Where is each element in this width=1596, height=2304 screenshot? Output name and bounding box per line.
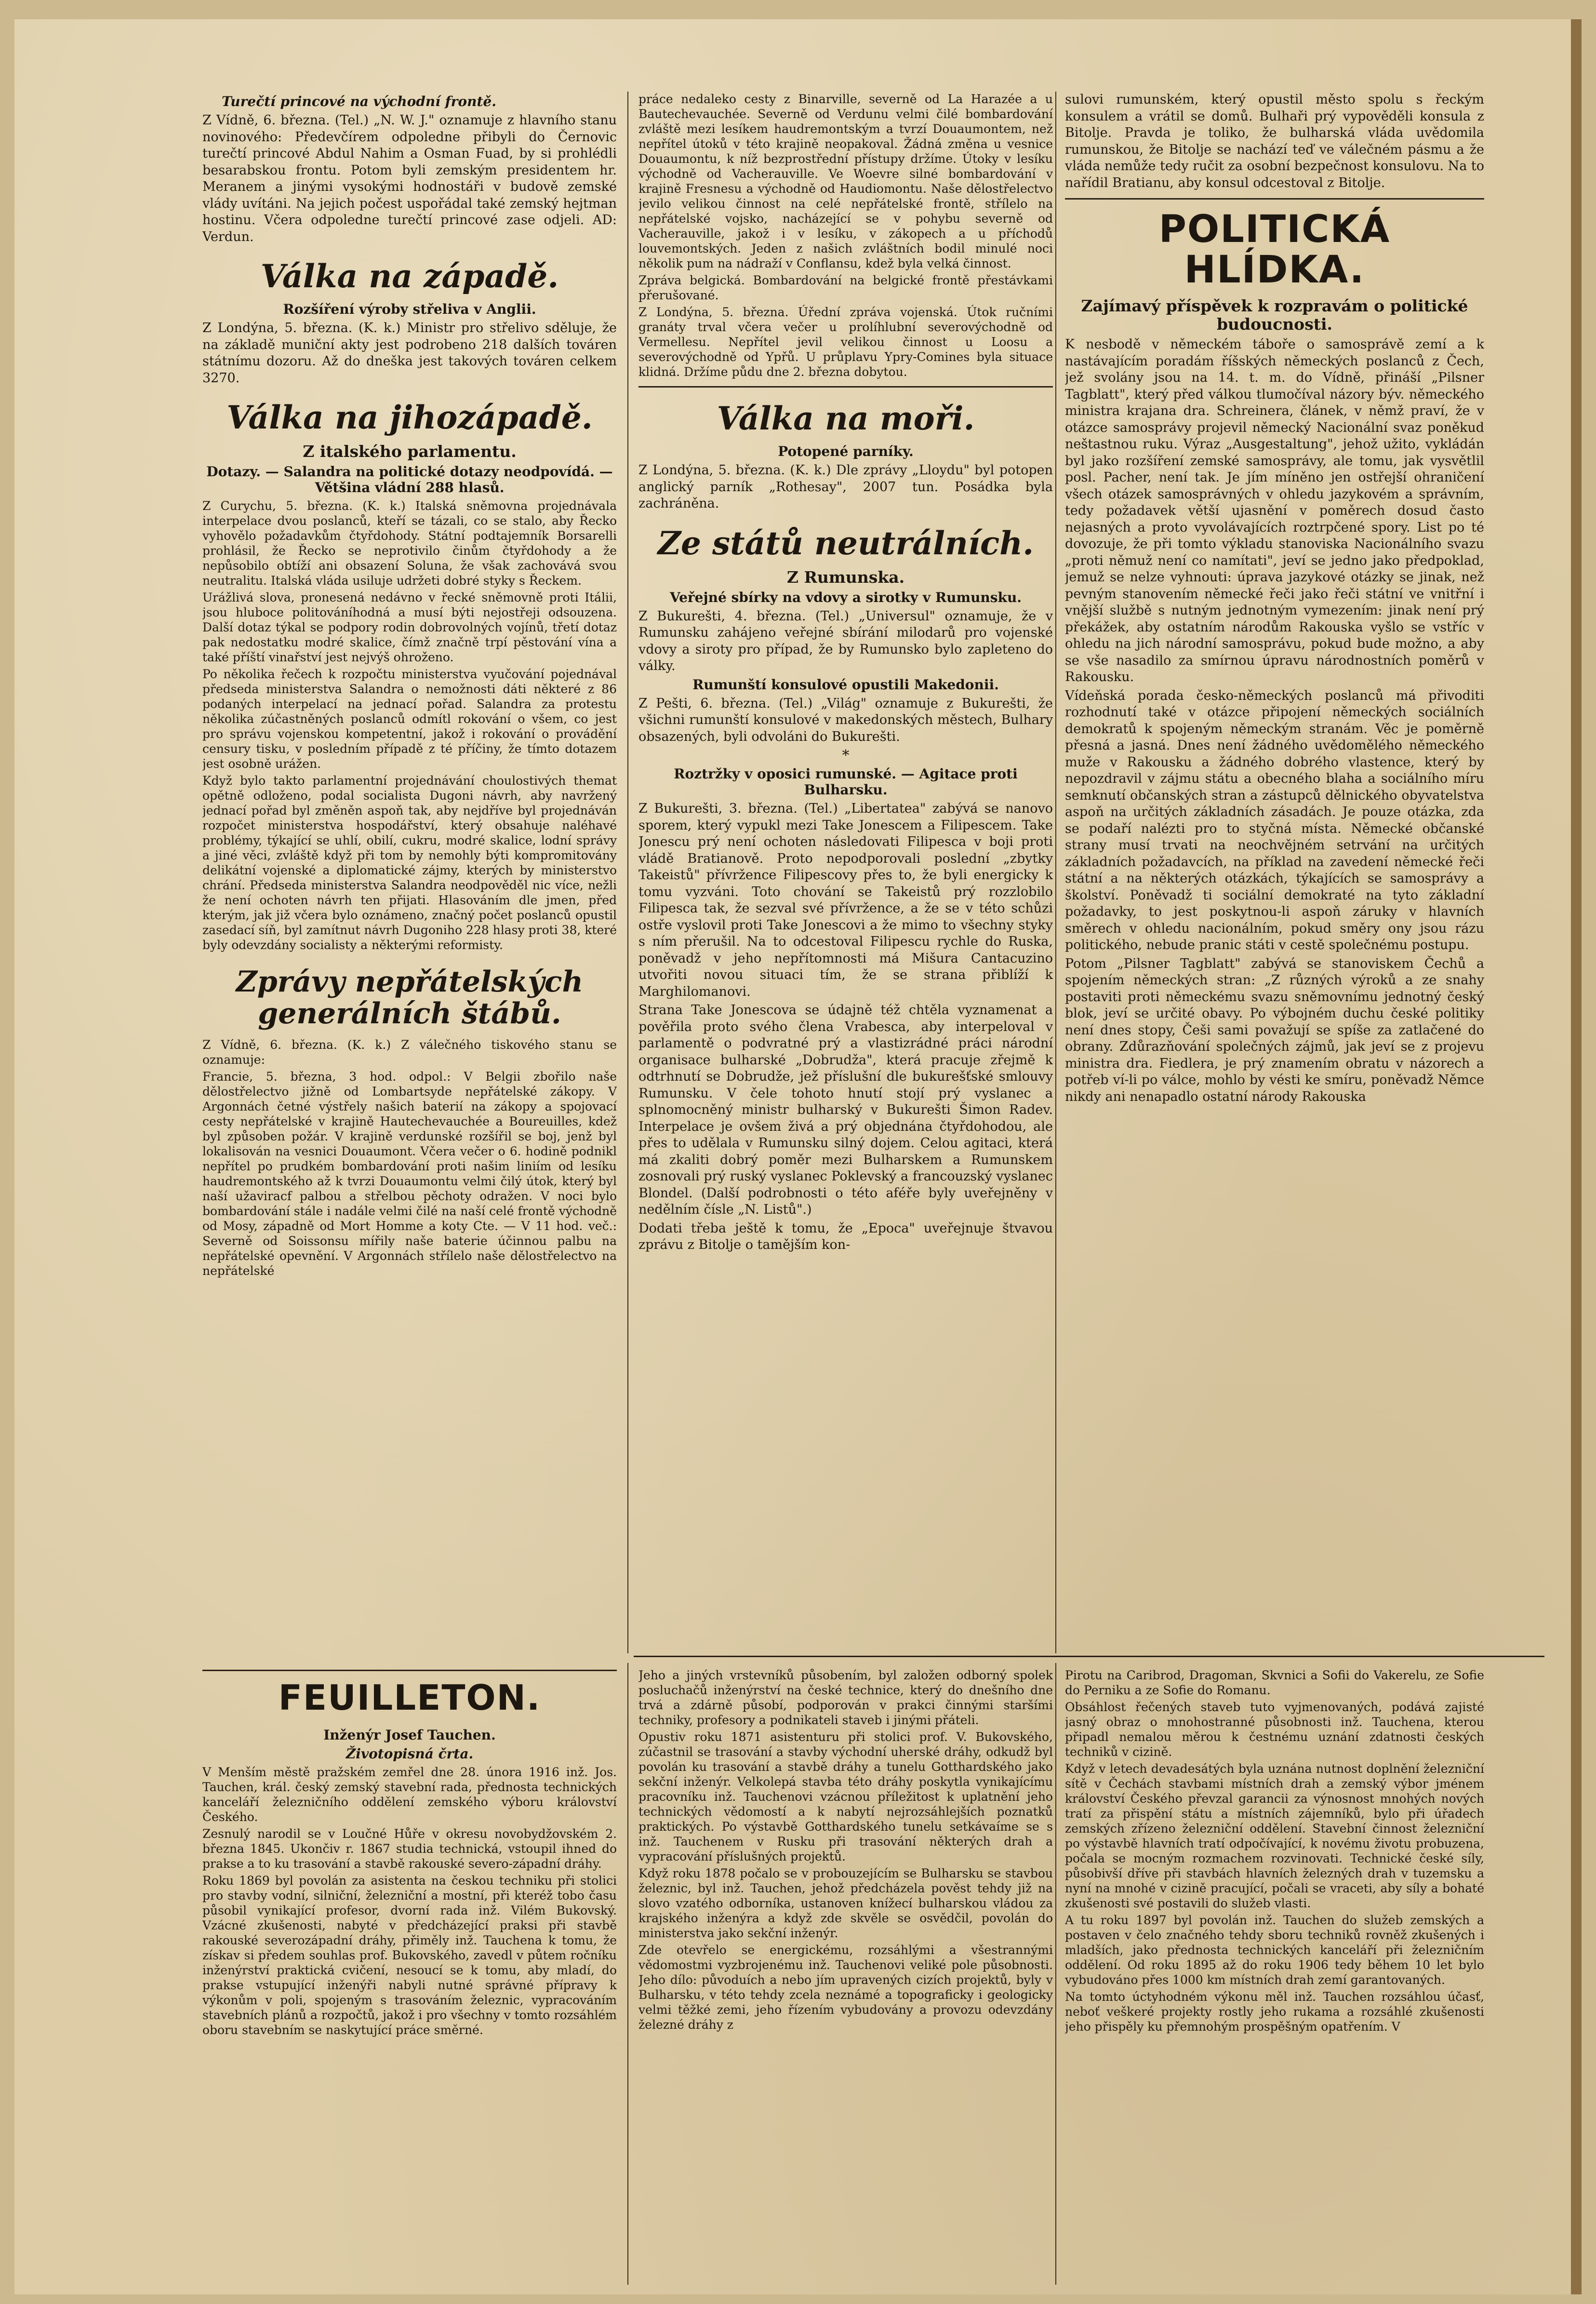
feuilleton-column-1	[202, 1663, 617, 2039]
article-subtitle: Z italského parlamentu.	[303, 442, 517, 461]
article-text: Z Londýna, 5. března. (K. k.) Ministr pro střelivo sděluje, že na základě muniční akty jest podrobeno 218 dalších továren státnímu dozoru. Až do dneška jest takových továren celkem 3270.	[202, 321, 617, 386]
article-text: Strana Take Jonescova se údajně též chtěla vyznamenat a pověřila proto svého člena Vrabesca, aby interpeloval v parlamentě o podvratné prý a vlastizrádné práci národní organisace bulharské „Dobrudža", která pracuje zřejmě k odtrhnutí se Dobrudže, jež příslušní dle bukurešťské smlouvy Rumunsku. V čele tohoto hnutí stojí prý vyslanec a splnomocněný ministr bulharský v Bukurešti Šimon Radev. Interpelace je ovšem živá a prý objednána čtyřdohodou, ale přes to udělala v Rumunsku silný dojem. Celou agitaci, která má zkaliti dobrý poměr mezi Bulharskem a Rumunskem zosnovali prý ruský vyslanec Poklevský a francouzský vyslanec Blondel. (Další podrobnosti o této aféře byly uveřejněny v nedělním čísle „N. Listů".)	[638, 1003, 1053, 1217]
article-text: Po několika řečech k rozpočtu ministerstva vyučování pojednával předseda ministerstva Salandra o nemožnosti dáti některé z 86 podaných interpelací na jednací pořad. Salandra za protestu několika zúčastněných poslanců odmítl rokování o všem, co jest pro správu vojenskou kompetentní, jakož i rokování o provádění censury tisku, v posledním případě z té příčiny, že tímto dotazem jest osobně urážen.	[202, 667, 617, 771]
article-text: Pirotu na Caribrod, Dragoman, Skvnici a Sofii do Vakerelu, ze Sofie do Perniku a ze Sofie do Romanu.	[1065, 1668, 1484, 1697]
column-3	[1065, 92, 1484, 1107]
section-title: Zprávy nepřátelských generálních štábů.	[236, 965, 584, 1031]
article-subtitle: Z Rumunska.	[786, 567, 905, 587]
separator-star: *	[842, 747, 850, 764]
feuilleton-title: FEUILLETON.	[278, 1677, 541, 1718]
article-title: Turečtí princové na východní frontě.	[222, 94, 496, 109]
article-subtitle: Dotazy. — Salandra na politické dotazy neodpovídá. — Většina vládní 288 hlasů.	[206, 464, 613, 496]
article-text: Opustiv roku 1871 asistenturu při stolici prof. V. Bukovského, zúčastnil se trasování a stavby východní uherské dráhy, odkudž byl povolán ku trasování a stavbě dráhy a tunelu Gotthardského jako sekční inženýr. Velkolepá stavba této dráhy poskytla vynikajícímu pracovníku inž. Tauchenovi vzácnou příležitost k uplatnění jeho technických vědomostí a k nabytí nejrozsáhlejších poznatků praktických. Po výstavbě Gotthardského tunelu setkávaíme se s inž. Tauchenem v Rusku při trasování některých drah a vypracování příslušných projektů.	[638, 1730, 1053, 1863]
article-divider	[638, 386, 1053, 388]
article-text: Když bylo takto parlamentní projednávání choulostivých themat opětně odloženo, podal socialista Dugoni návrh, aby navržený jednací pořad byl změněn aspoň tak, aby nejdříve byl projednáván rozpočet ministerstva hospodářství, který obsahuje naléhavé problémy, týkající se uhlí, obilí, cukru, modré skalice, lodní správy a jiné věci, zvláště když při tom by nemohly býti kompromitovány delikátní vojenské a diplomatické zájmy, kterých by ministerstvo chrání. Předseda ministerstva Salandra neodpověděl nic více, nežli že není ochoten návrh ten přijati. Hlasováním dle jmen, před kterým, jak již včera bylo oznámeno, značný počet poslanců opustil zasedací síň, byl zamítnut návrh Dugoniho 228 hlasy proti 38, které byly odevzdány socialisty a některými reformisty.	[202, 774, 617, 952]
feuilleton-column-3	[1065, 1668, 1484, 2036]
article-text: Na tomto úctyhodném výkonu měl inž. Tauchen rozsáhlou účasť, neboť veškeré projekty rostly jeho rukama a rozsáhlé zkušenosti jeho přispěly ku přemnohým prospěšným opatřením. V	[1065, 1990, 1484, 2034]
column-rule	[627, 92, 628, 1653]
column-rule	[627, 1663, 628, 2285]
article-subtitle: Roztržky v oposici rumunské. — Agitace proti Bulharsku.	[674, 766, 1018, 798]
article-text: Z Londýna, 5. března. Úřední zpráva vojenská. Útok ručními granáty trval včera večer u prolíhlubní severovýchodně od Vermellesu. Nepřítel jevil velikou činnost u Loosu a severovýchodně od Ypřů. U průplavu Ypry-Comines byla situace klidná. Držíme půdu dne 2. března dobytou.	[638, 305, 1053, 379]
article-text: Urážlivá slova, pronesená nedávno v řecké sněmovně proti Itálii, jsou hluboce politováníhodná a musí býti nejostřeji odsouzena. Další dotaz týkal se podpory rodin dobrovolných vojínů, třetí dotaz pak nedostatku modré skalice, čímž značně trpí pěstování vína a také příští vinařství jest nejvýš ohroženo.	[202, 590, 617, 664]
article-text: K nesbodě v německém táboře o samosprávě zemí a k nastávajícím poradám říšských německých poslanců z Čech, jež svolány jsou na 14. t. m. do Vídně, přináší „Pilsner Tagblatt", který před válkou tlumočíval názory býv. německého ministra krajana dra. Schreinera, článek, v němž praví, že v otázce samosprávy projevil německý Nacionální svaz poněkud neštastnou ruku. Výraz „Ausgestaltung", jehož užito, vykládán byl jako rozšíření zemské samosprávy, ale tomu, jak vysvětlil posl. Pacher, není tak. Je jím míněno jen ostřejší ohraničení všech otázek samosprávných v ohledu jazykovém a správním, tedy požadavek větší ujasnění v poměrech dosud často nejasných a proto vyvolávajících roztrpčené spory. List po té dovozuje, že při tomto výkladu stanoviska Nacionálního svazu „proti němuž není co namítati", jeví se jedno jako předpoklad, jemuž se nelze vyhnouti: úprava jazykové otázky se jinak, než pevným stanovením německé řeči jako řeči státní ve vnitřní i vnější službě s nutným jednotným vymezením: jinak není prý překážek, aby ostatním národům Rakouska vyšlo se vstříc v ohledu na jich národní samosprávu, pokud bude možno, a aby se vše nasadilo za smírnou úpravu národnostních poměrů v Rakousku.	[1065, 337, 1484, 684]
article-text: Jeho a jiných vrstevníků působením, byl založen odborný spolek posluchačů inženýrství na české technice, který do dnešního dne trvá a zdárně působí, podporován v prakci činnými staršími techniky, profesory a podnikateli staveb i jinými přáteli.	[638, 1668, 1053, 1727]
article-text: Potom „Pilsner Tagblatt" zabývá se stanoviskem Čechů a spojením německých stran: „Z různých výroků a ze snahy postaviti proti německému svazu sněmovnímu jednotný český blok, jeví se určité obavy. Po výbojném duchu české politiky není dnes stopy, Češi sami považují se spíše za zatlačené do obrany. Zdůrazňování společných zájmů, jak jeví se z projevu ministra dra. Fiedlera, je prý znamením obratu v názorech a potřeb ví-li po válce, mohlo by vésti ke smíru, poněvadž Němce nikdy ani nenapadlo ostatní národy Rakouska	[1065, 956, 1484, 1104]
article-text: Z Pešti, 6. března. (Tel.) „Világ" oznamuje z Bukurešti, že všichni rumunští konsulové v makedonských městech, Bulhary obsazených, byli odvoláni do Bukurešti.	[638, 696, 1053, 744]
article-text: A tu roku 1897 byl povolán inž. Tauchen do služeb zemských a postaven v čelo značného tehdy sboru techniků rovněž zkušených i mladších, jako přednosta technických kanceláří při železničním oddělení. Od roku 1895 až do roku 1906 tedy během 10 let bylo vybudováno přes 1000 km místních drah zemí garantovaných.	[1065, 1913, 1484, 1987]
article-text: Z Bukurešti, 3. března. (Tel.) „Libertatea" zabývá se nanovo sporem, který vypukl mezi Take Jonescem a Filipescem. Take Jonescu prý není ochoten následovati Filipesca v boji proti vládě Bratianově. Proto nepodporovali poslední „zbytky Takeistů" přívržence Filipescovy přes to, že byli energicky k tomu vyzváni. Toto chování se Takeistů prý rozzlobilo Filipesca tak, že sezval své přívržence, a že se v této schůzi ostře vyslovil proti Take Jonescovi a že mimo to všechny styky s ním přerušil. Na to odcestoval Filipescu rychle do Ruska, poněvadž v jeho nepřítomnosti má Mišura Cantacuzino utvořiti novou situaci tím, že se strana přiblíží k Marghilomanovi.	[638, 801, 1053, 999]
feuilleton-subtitle: Inženýr Josef Tauchen.	[323, 1727, 496, 1743]
article-text: Dodati třeba ještě k tomu, že „Epoca" uveřejnuje štvavou zprávu z Bitolje o tamějším kon-	[638, 1220, 1053, 1252]
article-text: Z Curychu, 5. března. (K. k.) Italská sněmovna projednávala interpelace dvou poslanců, kteří se tázali, co se stalo, aby Řecko vyhovělo požadavkům čtyřdohody. Státní podtajemník Borsarelli prohlásil, že Řecko se neprotivilo činům čtyřdohody a že nepůsobilo obtíží ani obsazení Soluna, že však zachovává svou neutralitu. Italská vláda usiluje udržeti dobré styky s Řeckem.	[202, 499, 617, 588]
article-text: Roku 1869 byl povolán za asistenta na českou techniku při stolici pro stavby vodní, silniční, železniční a mostní, při kteréž tobo času působil vynikající profesor, dvorní rada inž. Vilém Bukovský. Vzácné zkušenosti, nabyté v předcházející praksi při stavbě rakouské severozápadní dráhy, přiměly inž. Tauchena k tomu, že získav si předem souhlas prof. Bukovského, zavedl v půtem ročníku inženýrství praktická cvičení, nesoucí se k tomu, aby mladí, do prakse vstupující inženýři nabyli nutné správné přípravy k výkonům v poli, spojeným s trasováním železnic, vypracováním stavebních plánů a rozpočtů, jakož i pro všechny v tomto rozsáhlém oboru stavebním se naskytující práce směrné.	[202, 1874, 617, 2037]
article-body	[202, 498, 617, 952]
article-text: Z Vídně, 6. března. (Tel.) „N. W. J." oznamuje z hlavního stanu novinového: Předevčírem odpoledne přibyli do Černovic turečtí princové Abdul Nahim a Osman Fuad, by si prohlédli besarabskou frontu. Potom byli zemským presidentem hr. Meranem a jinými vysokými hodnostáři v budově zemské vlády uvítáni. Na jejich počest uspořádal také zemský hejtman hostinu. Včera odpoledne turečtí princové zase odjeli. AD: Verdun.	[202, 113, 617, 244]
article-text: Z Bukurešti, 4. března. (Tel.) „Universul" oznamuje, že v Rumunsku zahájeno veřejné sbírání milodarů pro vojenské vdovy a siroty pro případ, že by Rumunsko bylo zapleteno do války.	[638, 608, 1053, 673]
feuilleton-rule-top	[202, 1670, 617, 1671]
article-text: V Menším městě pražském zemřel dne 28. února 1916 inž. Jos. Tauchen, král. český zemský stavební rada, přednosta technických kanceláří železničního oddělení zemského výboru království Českého.	[202, 1765, 617, 1824]
section-title: Ze států neutrálních.	[657, 524, 1034, 562]
article-text: Z Vídně, 6. března. (K. k.) Z válečného tiskového stanu se oznamuje:	[202, 1038, 617, 1067]
section-title: Válka na moři.	[717, 400, 975, 437]
section-title: Válka na jihozápadě.	[226, 399, 593, 436]
article-text: Když v letech devadesátých byla uznána nutnost doplnění železniční sítě v Čechách stavbami místních drah a zemský výbor jménem království Českého převzal garancii za výnosnost mnohých nových tratí za přispění státu a místních zájemníků, bylo při úřadech zemských zřízeno železniční oddělení. Stavební činnost železniční po výstavbě hlavních tratí odpočívající, k novému životu probuzena, počala se mocným rozmachem rozvinovati. Technické české síly, působivší dříve při stavbách hlavních železných drah v tuzemsku a nyní na mnohé v cizině pracující, počali se vraceti, aby síly a bohaté zkušenosti své postavili do služeb vlasti.	[1065, 1762, 1484, 1910]
feuilleton-column-2	[638, 1668, 1053, 2034]
article-text: sulovi rumunském, který opustil město spolu s řeckým konsulem a vrátil se domů. Bulhaři prý vypověděli konsula z Bitolje. Pravda je toliko, že bulharská vláda uvědomila rumunskou, že Bitolje se nachází teď ve válečném pásmu a že vláda nemůže tedy ručit za osobní bezpečnost konsulovu. Na to nařídil Bratianu, aby konsul odcestoval z Bitolje.	[1065, 92, 1484, 190]
page-edge	[1571, 19, 1582, 2294]
article-text: Francie, 5. března, 3 hod. odpol.: V Belgii zbořilo naše dělostřelectvo jižně od Lombartsyde nepřátelské zákopy. V Argonnách četné výstřely našich baterií na zákopy a spojovací cesty nepřátelské v krajině Hautechevauchée a Boureuilles, kdež byl způsoben požár. V krajině verdunské rozšířil se boj, jenž byl lokalisován na vesnici Douaumont. Včera večer o 6. hodině podnikl nepřítel po prudkém bombardování proti našim liniím od lesíku haudremontského až k tvrzi Douaumontu velmi čilý útok, který byl naší užaviracf palbou a střelbou pěchoty odražen. V noci bylo bombardování stále i nadále velmi čilé na naší celé frontě východně od Mosy, západně od Mort Homme a koty Cte. — V 11 hod. več.: Severně od Soissonsu mířily naše baterie účinnou palbu na nepřátelské opevnění. V Argonnách střílelo naše dělostřelectvo na nepřátelské	[202, 1070, 617, 1278]
article-subtitle: Rozšíření výroby střeliva v Anglii.	[283, 301, 536, 317]
column-2	[638, 92, 1053, 1256]
newspaper-page	[14, 19, 1582, 2294]
feuilleton-rule	[634, 1656, 1544, 1657]
section-title: POLITICKÁ HLÍDKA.	[1158, 208, 1391, 292]
article-text: Z Londýna, 5. března. (K. k.) Dle zprávy „Lloydu" byl potopen anglický parník „Rothesay", 2007 tun. Posádka byla zachráněna.	[638, 463, 1053, 511]
article-subtitle: Rumunští konsulové opustili Makedonii.	[692, 676, 999, 693]
article-text: Zde otevřelo se energickému, rozsáhlými a všestrannými vědomostmi vyzbrojenému inž. Tauchenovi veliké pole působnosti. Jeho dílo: původuích a nebo jím upravených cizích projektů, byly v Bulharsku, v této tehdy zcela neznámé a topograficky i geologicky velmi těžké zemi, jeho řízením vybudovány a provozu odevzdány železné dráhy z	[638, 1943, 1053, 2032]
article-text: Vídeňská porada česko-německých poslanců má přivoditi rozhodnutí také v otázce připojení německých sociálních demokratů k spojeným německým stranám. Věc je poměrně přesná a jasná. Dnes není žádného uvědomělého německého muže v Rakousku a žádného dobrého vlastence, který by nepozdravil v zájmu státu a obecného blaha a sociálního míru semknutí občanských stran a zástupců dělnického obyvatelstva aspoň na určitých základních zásadách. Je pouze otázka, zda se podaří nalézti pro to styčná místa. Německé občanské strany musí trvati na neochvějném setrvání na určitých základních požadavcích, na příklad na zavedení německé řeči státní a na některých otázkách, týkajících se samosprávy a školství. Poněvadž ti sociální demokraté na tyto základní požadavky, to jest poskytnou-li aspoň záruky v hlavních směrech v ohledu nacionálním, pokud směry ony jsou rázu politického, nebude pranic státi v cestě společnému postupu.	[1065, 688, 1484, 952]
article-text: práce nedaleko cesty z Binarville, severně od La Harazée a u Bautechevauchée. Severně od Verdunu velmi čilé bombardování zvláště mezi lesíkem haudremontským a tvrzí Douaumontem, než nepřítel útoků v této krajině neopakoval. Žádná změna u vesnice Douaumontu, k níž bezprostřední přístupy držíme. Útoky v lesíku východně od Vacherauville. Ve Woevre silné bombardování v krajině Fresnesu a východně od Haudiomontu. Naše dělostřelectvo jevilo velikou činnost na celé nepřátelské frontě, střílelo na nepřátelské vojsko, nacházející se v pohybu severně od Vacherauville, jakož i v lesíku, v zákopech a u příchodů louvemontských. Jeden z našich zvláštních bodil minulé noci několik pum na nádraží v Conflansu, kdež byla velká činnost.	[638, 92, 1053, 270]
article-divider	[1065, 198, 1484, 200]
article-body	[202, 1037, 617, 1278]
article-subtitle: Zajímavý příspěvek k rozpravám o politické budoucnosti.	[1081, 296, 1468, 334]
column-rule	[1055, 92, 1056, 1653]
article-subtitle: Potopené parníky.	[778, 443, 914, 459]
article-text: Zesnulý narodil se v Loučné Hůře v okresu novobydžovském 2. března 1845. Ukončiv r. 1867 studia technická, vstoupil ihned do prakse a to ku trasování a stavbě rakouské severo-západní dráhy.	[202, 1827, 617, 1871]
column-1	[202, 92, 617, 1280]
feuilleton-subtitle: Životopisná črta.	[346, 1746, 474, 1762]
article-subtitle: Veřejné sbírky na vdovy a sirotky v Rumunsku.	[669, 589, 1022, 605]
article-text: Když roku 1878 počalo se v probouzejícím se Bulharsku se stavbou železnic, byl inž. Tauchen, jehož předcházela pověst tehdy již na slovo vzatého odborníka, ustanoven knížecí bulharskou vládou za krajského inženýra a když zde skvěle se osvědčil, povolán do ministerstva jako sekční inženýr.	[638, 1866, 1053, 1940]
article-text: Zpráva belgická. Bombardování na belgické frontě přestávkami přerušované.	[638, 273, 1053, 302]
article-body	[638, 92, 1053, 379]
column-rule	[1055, 1663, 1056, 2285]
section-title: Válka na západě.	[260, 257, 559, 295]
article-text: Obsáhlost řečených staveb tuto vyjmenovaných, podává zajisté jasný obraz o mnohostranné působnosti inž. Tauchena, kterou připadl nemalou měrou k čestnému uznání zdatnosti českých techniků v cizině.	[1065, 1700, 1484, 1759]
